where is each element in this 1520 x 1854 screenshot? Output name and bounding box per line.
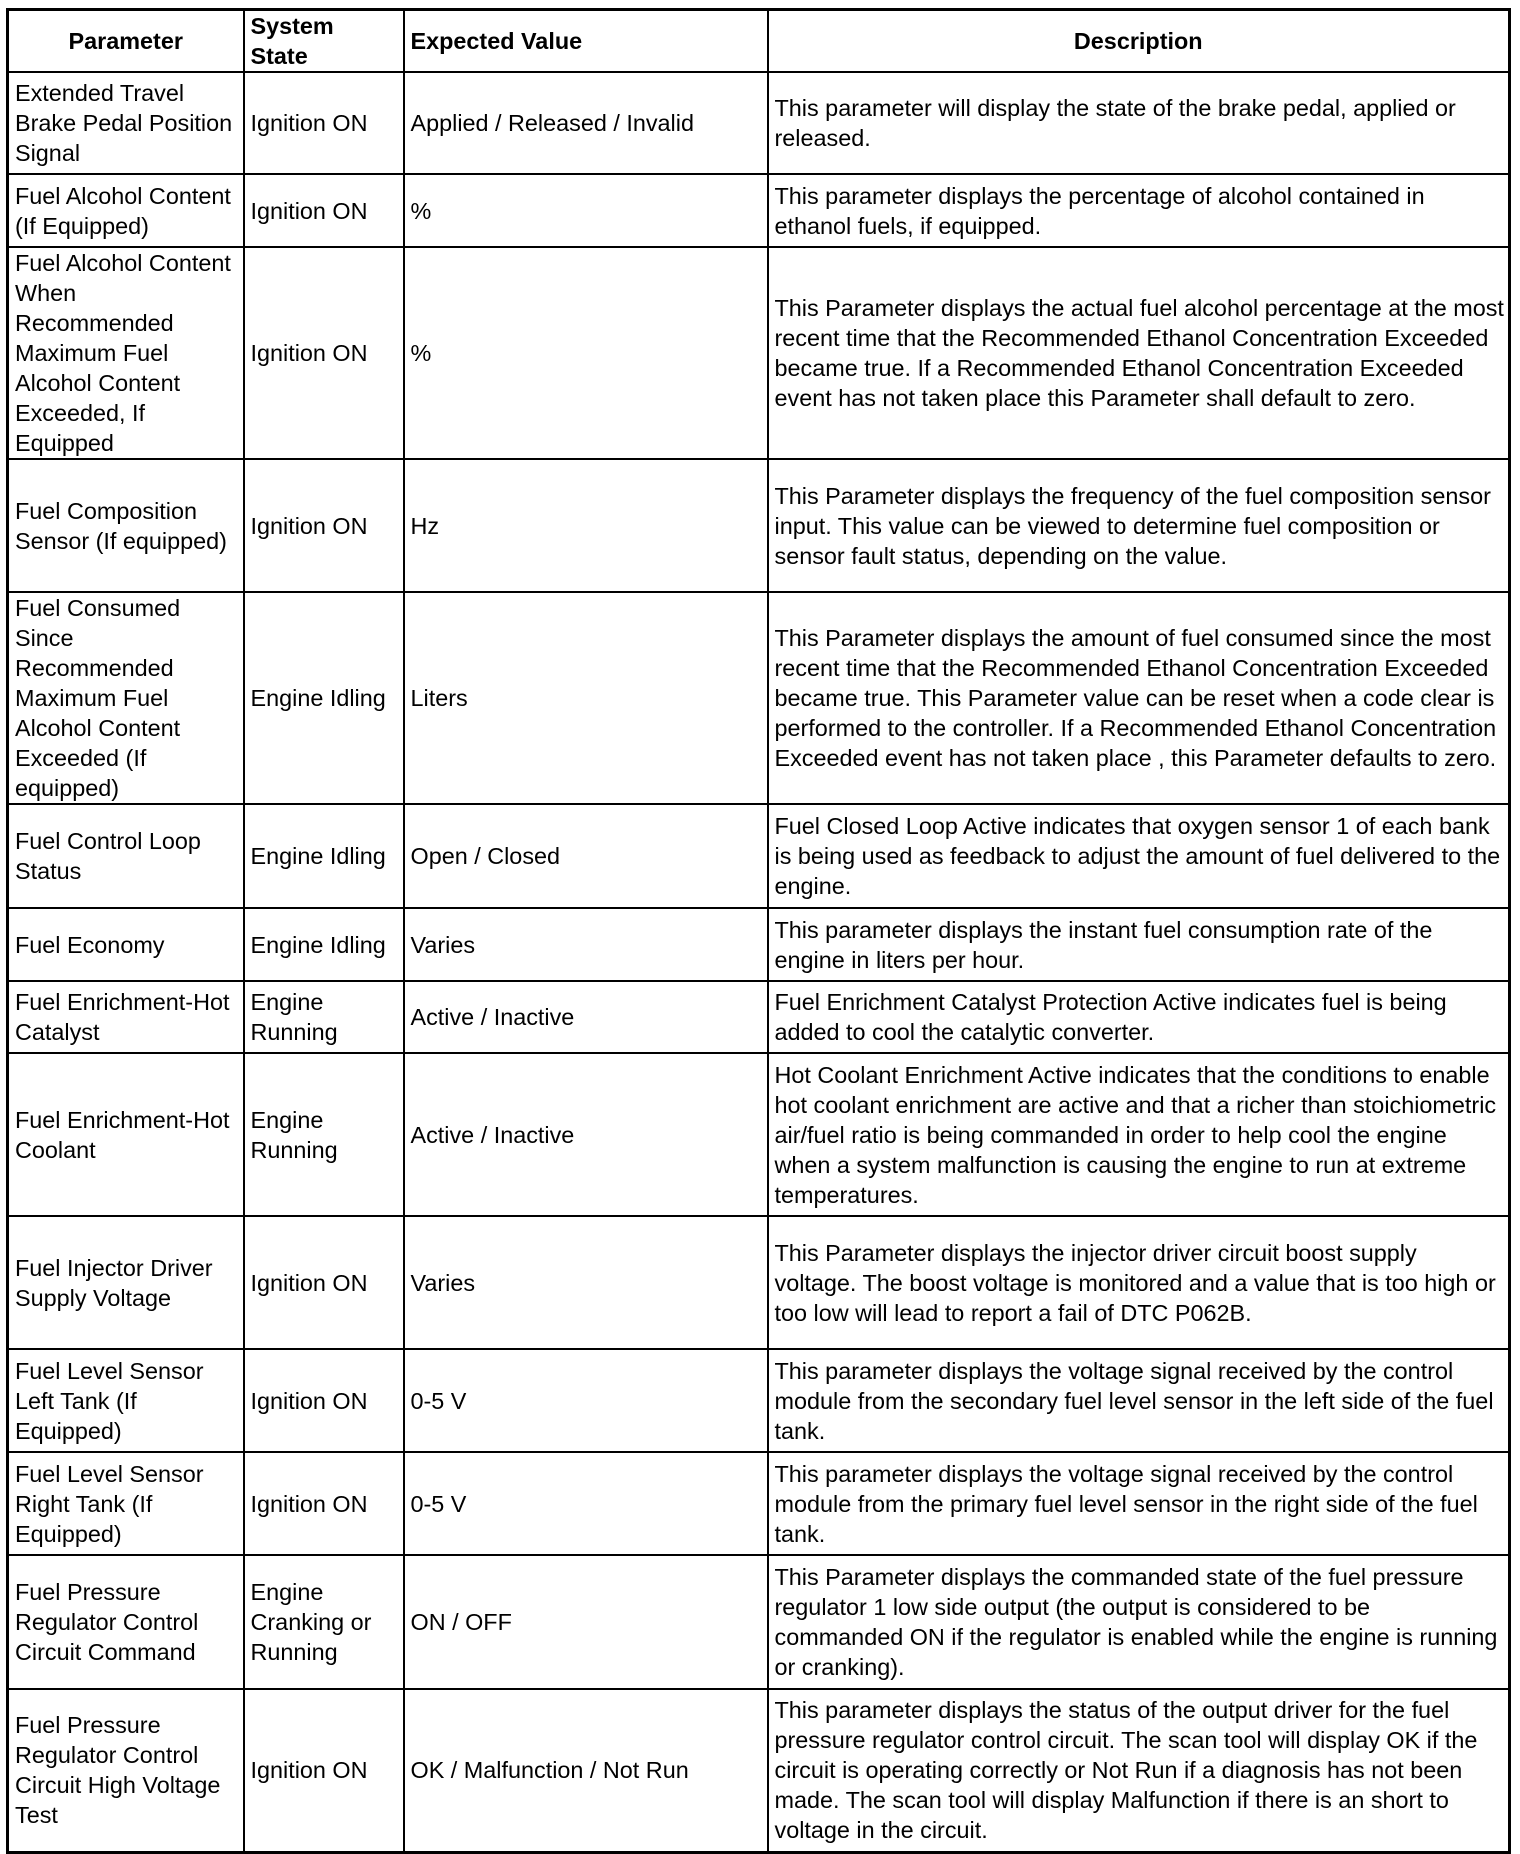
parameter-table <box>6 8 1511 1854</box>
cell-expected-value: Liters <box>404 592 768 804</box>
cell-system-state: Ignition ON <box>244 247 404 459</box>
cell-description: This Parameter displays the actual fuel alcohol percentage at the most recent time that the Recommended Ethanol Concentration Exceeded became true. If a Recommended Ethanol Concentration Exceeded event has not taken place this Parameter shall default to zero. <box>768 247 1510 459</box>
cell-expected-value: Active / Inactive <box>404 981 768 1053</box>
cell-system-state: Engine Idling <box>244 908 404 981</box>
cell-description: This parameter will display the state of the brake pedal, applied or released. <box>768 72 1510 174</box>
table-row <box>8 72 1510 174</box>
table-row <box>8 1689 1510 1852</box>
cell-description: This parameter displays the status of the output driver for the fuel pressure regulator control circuit. The scan tool will display OK if the circuit is operating correctly or Not Run if a diagnosis has not been made. The scan tool will display Malfunction if there is an short to voltage in the circuit. <box>768 1689 1510 1852</box>
cell-expected-value: 0-5 V <box>404 1349 768 1452</box>
cell-expected-value: Active / Inactive <box>404 1053 768 1216</box>
table-row <box>8 908 1510 981</box>
cell-parameter: Extended Travel Brake Pedal Position Signal <box>8 72 244 174</box>
cell-parameter: Fuel Enrichment-Hot Coolant <box>8 1053 244 1216</box>
table-row <box>8 1216 1510 1349</box>
cell-expected-value: Open / Closed <box>404 804 768 908</box>
table-row <box>8 1452 1510 1555</box>
cell-description: This parameter displays the percentage of alcohol contained in ethanol fuels, if equipped. <box>768 174 1510 247</box>
cell-parameter: Fuel Control Loop Status <box>8 804 244 908</box>
cell-description: This Parameter displays the commanded state of the fuel pressure regulator 1 low side output (the output is considered to be commanded ON if the regulator is enabled while the engine is running or cranking). <box>768 1555 1510 1689</box>
table-row <box>8 1349 1510 1452</box>
cell-system-state: Ignition ON <box>244 174 404 247</box>
table-row <box>8 1053 1510 1216</box>
cell-parameter: Fuel Alcohol Content When Recommended Maximum Fuel Alcohol Content Exceeded, If Equipped <box>8 247 244 459</box>
cell-expected-value: Varies <box>404 908 768 981</box>
cell-system-state: Ignition ON <box>244 1349 404 1452</box>
cell-description: Hot Coolant Enrichment Active indicates that the conditions to enable hot coolant enrichment are active and that a richer than stoichiometric air/fuel ratio is being commanded in order to help cool the engine when a system malfunction is causing the engine to run at extreme temperatures. <box>768 1053 1510 1216</box>
cell-system-state: Ignition ON <box>244 1452 404 1555</box>
cell-system-state: Ignition ON <box>244 459 404 592</box>
header-description: Description <box>768 10 1510 73</box>
cell-system-state: Engine Idling <box>244 592 404 804</box>
cell-description: Fuel Enrichment Catalyst Protection Active indicates fuel is being added to cool the catalytic converter. <box>768 981 1510 1053</box>
table-row <box>8 1555 1510 1689</box>
cell-system-state: Ignition ON <box>244 1216 404 1349</box>
table-row <box>8 174 1510 247</box>
cell-description: This Parameter displays the injector driver circuit boost supply voltage. The boost voltage is monitored and a value that is too high or too low will lead to report a fail of DTC P062B. <box>768 1216 1510 1349</box>
cell-expected-value: Varies <box>404 1216 768 1349</box>
cell-expected-value: Applied / Released / Invalid <box>404 72 768 174</box>
cell-description: This parameter displays the voltage signal received by the control module from the secondary fuel level sensor in the left side of the fuel tank. <box>768 1349 1510 1452</box>
cell-parameter: Fuel Composition Sensor (If equipped) <box>8 459 244 592</box>
table-row <box>8 459 1510 592</box>
cell-parameter: Fuel Injector Driver Supply Voltage <box>8 1216 244 1349</box>
cell-parameter: Fuel Consumed Since Recommended Maximum Fuel Alcohol Content Exceeded (If equipped) <box>8 592 244 804</box>
table-row <box>8 592 1510 804</box>
cell-system-state: Ignition ON <box>244 72 404 174</box>
cell-parameter: Fuel Level Sensor Right Tank (If Equipped) <box>8 1452 244 1555</box>
cell-parameter: Fuel Economy <box>8 908 244 981</box>
cell-expected-value: % <box>404 174 768 247</box>
header-system-state: System State <box>244 10 404 73</box>
header-expected-value: Expected Value <box>404 10 768 73</box>
cell-expected-value: Hz <box>404 459 768 592</box>
cell-description: Fuel Closed Loop Active indicates that oxygen sensor 1 of each bank is being used as feedback to adjust the amount of fuel delivered to the engine. <box>768 804 1510 908</box>
table-row <box>8 804 1510 908</box>
cell-description: This parameter displays the instant fuel consumption rate of the engine in liters per hour. <box>768 908 1510 981</box>
cell-system-state: Engine Running <box>244 1053 404 1216</box>
cell-parameter: Fuel Pressure Regulator Control Circuit High Voltage Test <box>8 1689 244 1852</box>
table-row <box>8 981 1510 1053</box>
cell-parameter: Fuel Enrichment-Hot Catalyst <box>8 981 244 1053</box>
table-row <box>8 247 1510 459</box>
cell-description: This parameter displays the voltage signal received by the control module from the primary fuel level sensor in the right side of the fuel tank. <box>768 1452 1510 1555</box>
cell-description: This Parameter displays the amount of fuel consumed since the most recent time that the Recommended Ethanol Concentration Exceeded became true. This Parameter value can be reset when a code clear is performed to the controller. If a Recommended Ethanol Concentration Exceeded event has not taken place , this Parameter defaults to zero. <box>768 592 1510 804</box>
cell-system-state: Engine Idling <box>244 804 404 908</box>
cell-system-state: Engine Running <box>244 981 404 1053</box>
cell-parameter: Fuel Level Sensor Left Tank (If Equipped) <box>8 1349 244 1452</box>
cell-system-state: Ignition ON <box>244 1689 404 1852</box>
cell-expected-value: % <box>404 247 768 459</box>
header-row <box>8 10 1510 73</box>
cell-expected-value: 0-5 V <box>404 1452 768 1555</box>
cell-expected-value: ON / OFF <box>404 1555 768 1689</box>
header-parameter: Parameter <box>8 10 244 73</box>
cell-system-state: Engine Cranking or Running <box>244 1555 404 1689</box>
cell-expected-value: OK / Malfunction / Not Run <box>404 1689 768 1852</box>
cell-parameter: Fuel Pressure Regulator Control Circuit Command <box>8 1555 244 1689</box>
cell-description: This Parameter displays the frequency of the fuel composition sensor input. This value can be viewed to determine fuel composition or sensor fault status, depending on the value. <box>768 459 1510 592</box>
cell-parameter: Fuel Alcohol Content (If Equipped) <box>8 174 244 247</box>
